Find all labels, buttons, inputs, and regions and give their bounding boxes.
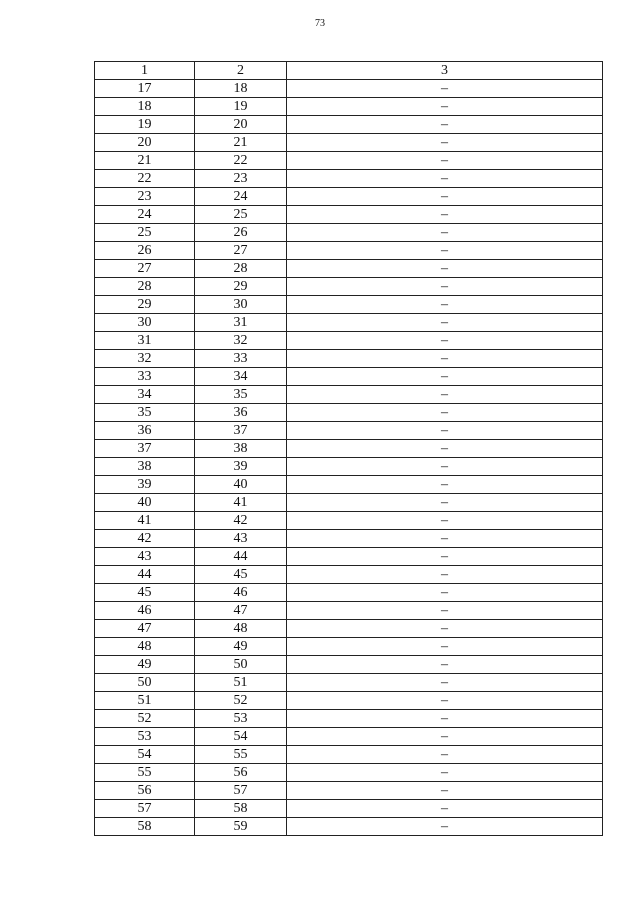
table-cell-col2: 41 bbox=[195, 494, 287, 512]
table-cell-col2: 40 bbox=[195, 476, 287, 494]
table-row bbox=[95, 764, 603, 782]
table-cell-col2: 26 bbox=[195, 224, 287, 242]
table-cell-col3: – bbox=[287, 476, 603, 494]
table-cell-col2: 18 bbox=[195, 80, 287, 98]
table-row bbox=[95, 782, 603, 800]
table-row bbox=[95, 422, 603, 440]
table-cell-col1: 21 bbox=[95, 152, 195, 170]
table-cell-col3: – bbox=[287, 332, 603, 350]
table-cell-col1: 33 bbox=[95, 368, 195, 386]
table-cell-col1: 18 bbox=[95, 98, 195, 116]
table-cell-col1: 45 bbox=[95, 584, 195, 602]
table-cell-col2: 48 bbox=[195, 620, 287, 638]
table-row bbox=[95, 260, 603, 278]
table-cell-col3: – bbox=[287, 656, 603, 674]
table-row bbox=[95, 476, 603, 494]
table-row bbox=[95, 566, 603, 584]
table-row bbox=[95, 206, 603, 224]
table-cell-col3: – bbox=[287, 188, 603, 206]
table-cell-col2: 32 bbox=[195, 332, 287, 350]
table-row bbox=[95, 494, 603, 512]
table-cell-col2: 31 bbox=[195, 314, 287, 332]
table-cell-col2: 59 bbox=[195, 818, 287, 836]
table-cell-col1: 54 bbox=[95, 746, 195, 764]
table-row bbox=[95, 188, 603, 206]
table-cell-col1: 26 bbox=[95, 242, 195, 260]
table-cell-col1: 44 bbox=[95, 566, 195, 584]
table-cell-col1: 53 bbox=[95, 728, 195, 746]
table-cell-col3: – bbox=[287, 584, 603, 602]
table-cell-col3: – bbox=[287, 224, 603, 242]
table-cell-col2: 55 bbox=[195, 746, 287, 764]
table-cell-col2: 33 bbox=[195, 350, 287, 368]
table-cell-col3: – bbox=[287, 494, 603, 512]
table-row bbox=[95, 602, 603, 620]
table-row bbox=[95, 710, 603, 728]
table-row bbox=[95, 152, 603, 170]
table-cell-col3: – bbox=[287, 602, 603, 620]
table-row bbox=[95, 80, 603, 98]
table-cell-col2: 57 bbox=[195, 782, 287, 800]
table-cell-col3: – bbox=[287, 566, 603, 584]
table-cell-col1: 55 bbox=[95, 764, 195, 782]
table-cell-col3: – bbox=[287, 368, 603, 386]
table-cell-col1: 35 bbox=[95, 404, 195, 422]
table-cell-col1: 57 bbox=[95, 800, 195, 818]
table-row bbox=[95, 800, 603, 818]
table-cell-col1: 36 bbox=[95, 422, 195, 440]
table-cell-col2: 53 bbox=[195, 710, 287, 728]
table-row bbox=[95, 746, 603, 764]
table-cell-col1: 17 bbox=[95, 80, 195, 98]
table-cell-col3: – bbox=[287, 386, 603, 404]
table-row bbox=[95, 242, 603, 260]
table-header-row bbox=[95, 62, 603, 80]
table-row bbox=[95, 440, 603, 458]
table-cell-col2: 54 bbox=[195, 728, 287, 746]
table-row bbox=[95, 386, 603, 404]
table-cell-col2: 56 bbox=[195, 764, 287, 782]
table-cell-col3: – bbox=[287, 350, 603, 368]
table-row bbox=[95, 584, 603, 602]
page-number: 73 bbox=[315, 18, 325, 29]
table-cell-col3: – bbox=[287, 116, 603, 134]
table-row bbox=[95, 458, 603, 476]
table-cell-col2: 27 bbox=[195, 242, 287, 260]
table-cell-col2: 49 bbox=[195, 638, 287, 656]
table-row bbox=[95, 170, 603, 188]
table-cell-col3: – bbox=[287, 296, 603, 314]
table-row bbox=[95, 548, 603, 566]
table-cell-col1: 34 bbox=[95, 386, 195, 404]
table-cell-col3: – bbox=[287, 278, 603, 296]
table-row bbox=[95, 314, 603, 332]
table-cell-col2: 23 bbox=[195, 170, 287, 188]
table-cell-col1: 49 bbox=[95, 656, 195, 674]
table-row bbox=[95, 350, 603, 368]
table-row bbox=[95, 656, 603, 674]
table-cell-col3: – bbox=[287, 98, 603, 116]
table-cell-col1: 38 bbox=[95, 458, 195, 476]
table-cell-col1: 52 bbox=[95, 710, 195, 728]
table-cell-col2: 25 bbox=[195, 206, 287, 224]
table-cell-col2: 21 bbox=[195, 134, 287, 152]
table-cell-col3: – bbox=[287, 764, 603, 782]
table-cell-col1: 37 bbox=[95, 440, 195, 458]
table-cell-col2: 42 bbox=[195, 512, 287, 530]
table-row bbox=[95, 530, 603, 548]
table-cell-col2: 46 bbox=[195, 584, 287, 602]
table-cell-col1: 42 bbox=[95, 530, 195, 548]
table-row bbox=[95, 638, 603, 656]
table-cell-col3: – bbox=[287, 710, 603, 728]
table-cell-col2: 38 bbox=[195, 440, 287, 458]
table-cell-col3: – bbox=[287, 260, 603, 278]
table-row bbox=[95, 404, 603, 422]
table-cell-col1: 40 bbox=[95, 494, 195, 512]
table-cell-col2: 50 bbox=[195, 656, 287, 674]
table-row bbox=[95, 98, 603, 116]
table-row bbox=[95, 134, 603, 152]
table-row bbox=[95, 674, 603, 692]
table-cell-col1: 22 bbox=[95, 170, 195, 188]
table-row bbox=[95, 512, 603, 530]
table-cell-col3: – bbox=[287, 170, 603, 188]
table-cell-col3: – bbox=[287, 314, 603, 332]
table-cell-col3: – bbox=[287, 818, 603, 836]
table-body bbox=[95, 80, 603, 836]
table-cell-col2: 24 bbox=[195, 188, 287, 206]
table-cell-col3: – bbox=[287, 620, 603, 638]
table-cell-col3: – bbox=[287, 674, 603, 692]
table-row bbox=[95, 278, 603, 296]
table-row bbox=[95, 332, 603, 350]
data-table bbox=[94, 61, 603, 836]
table-cell-col2: 34 bbox=[195, 368, 287, 386]
table-cell-col1: 46 bbox=[95, 602, 195, 620]
table-cell-col3: – bbox=[287, 800, 603, 818]
table-cell-col3: – bbox=[287, 80, 603, 98]
table-cell-col2: 51 bbox=[195, 674, 287, 692]
table-cell-col3: – bbox=[287, 782, 603, 800]
table-row bbox=[95, 818, 603, 836]
table-cell-col2: 35 bbox=[195, 386, 287, 404]
table-cell-col1: 31 bbox=[95, 332, 195, 350]
column-header-1: 1 bbox=[95, 62, 195, 80]
table-cell-col2: 36 bbox=[195, 404, 287, 422]
table-cell-col1: 29 bbox=[95, 296, 195, 314]
table-row bbox=[95, 368, 603, 386]
table-cell-col2: 58 bbox=[195, 800, 287, 818]
table-cell-col3: – bbox=[287, 638, 603, 656]
table-row bbox=[95, 692, 603, 710]
table-cell-col2: 39 bbox=[195, 458, 287, 476]
table-cell-col3: – bbox=[287, 242, 603, 260]
table-cell-col1: 39 bbox=[95, 476, 195, 494]
table-cell-col2: 52 bbox=[195, 692, 287, 710]
table-cell-col1: 51 bbox=[95, 692, 195, 710]
table-cell-col1: 48 bbox=[95, 638, 195, 656]
table-cell-col1: 56 bbox=[95, 782, 195, 800]
table-cell-col2: 44 bbox=[195, 548, 287, 566]
table-cell-col3: – bbox=[287, 134, 603, 152]
table-cell-col1: 58 bbox=[95, 818, 195, 836]
table-row bbox=[95, 296, 603, 314]
table-cell-col3: – bbox=[287, 728, 603, 746]
column-header-2: 2 bbox=[195, 62, 287, 80]
table-cell-col2: 43 bbox=[195, 530, 287, 548]
table-cell-col2: 29 bbox=[195, 278, 287, 296]
column-header-3: 3 bbox=[287, 62, 603, 80]
table-cell-col2: 45 bbox=[195, 566, 287, 584]
table-cell-col3: – bbox=[287, 440, 603, 458]
table-cell-col1: 25 bbox=[95, 224, 195, 242]
table-cell-col1: 32 bbox=[95, 350, 195, 368]
table-cell-col2: 28 bbox=[195, 260, 287, 278]
table-cell-col1: 28 bbox=[95, 278, 195, 296]
table-cell-col3: – bbox=[287, 530, 603, 548]
table-cell-col3: – bbox=[287, 404, 603, 422]
table-cell-col1: 27 bbox=[95, 260, 195, 278]
table-cell-col1: 50 bbox=[95, 674, 195, 692]
table-cell-col2: 37 bbox=[195, 422, 287, 440]
table-cell-col1: 47 bbox=[95, 620, 195, 638]
table-cell-col3: – bbox=[287, 746, 603, 764]
table-cell-col1: 43 bbox=[95, 548, 195, 566]
table-row bbox=[95, 620, 603, 638]
table-cell-col3: – bbox=[287, 548, 603, 566]
table-cell-col1: 24 bbox=[95, 206, 195, 224]
table-row bbox=[95, 728, 603, 746]
table-cell-col3: – bbox=[287, 152, 603, 170]
table-cell-col1: 20 bbox=[95, 134, 195, 152]
table-cell-col1: 23 bbox=[95, 188, 195, 206]
table-cell-col2: 20 bbox=[195, 116, 287, 134]
table-cell-col3: – bbox=[287, 206, 603, 224]
table-cell-col3: – bbox=[287, 692, 603, 710]
table-row bbox=[95, 224, 603, 242]
table-cell-col3: – bbox=[287, 422, 603, 440]
table-cell-col1: 30 bbox=[95, 314, 195, 332]
table-cell-col3: – bbox=[287, 512, 603, 530]
table-cell-col2: 47 bbox=[195, 602, 287, 620]
table-cell-col2: 19 bbox=[195, 98, 287, 116]
table-row bbox=[95, 116, 603, 134]
table-cell-col1: 41 bbox=[95, 512, 195, 530]
table-cell-col3: – bbox=[287, 458, 603, 476]
table-cell-col2: 30 bbox=[195, 296, 287, 314]
table-cell-col1: 19 bbox=[95, 116, 195, 134]
table-cell-col2: 22 bbox=[195, 152, 287, 170]
